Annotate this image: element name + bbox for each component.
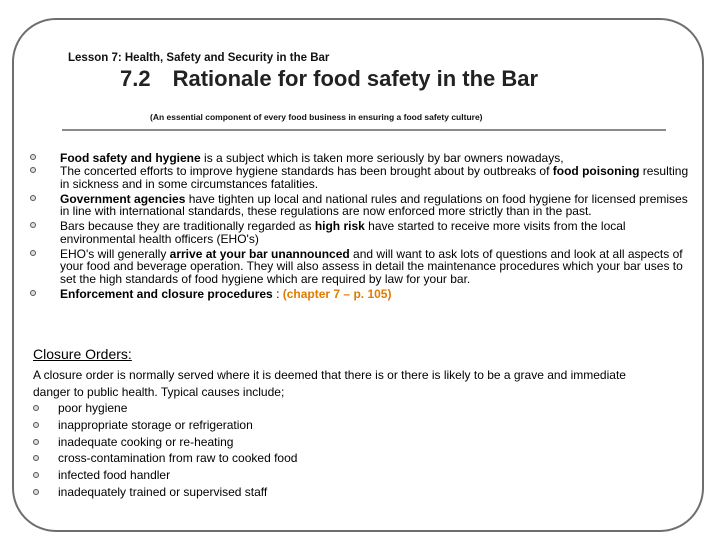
divider [62, 129, 666, 131]
bold-text: Food safety and hygiene [60, 151, 201, 165]
slide-title [120, 66, 538, 92]
slide-subtitle: (An essential component of every food business in ensuring a food safety culture) [150, 112, 483, 122]
bold-text: food poisoning [552, 164, 640, 179]
item-text: Bars because they are traditionally regarded as [60, 219, 315, 234]
list-item [30, 248, 690, 285]
cause-text: inadequately trained or supervised staff [58, 484, 268, 499]
bullet-icon [30, 195, 36, 201]
title-number: 7.2 [120, 66, 151, 91]
bold-text: arrive at your bar unannounced [169, 247, 350, 262]
list-item [33, 450, 297, 467]
item-text: EHO's will generally [60, 247, 170, 262]
list-item [30, 165, 690, 190]
item-text: The concerted efforts to improve hygiene standards has been brought about by outbreaks of [60, 164, 553, 179]
list-item [30, 288, 690, 300]
bullet-icon [33, 472, 39, 478]
bullet-icon [33, 439, 39, 445]
bold-text: Enforcement and closure procedures [60, 286, 273, 301]
lesson-heading: Lesson 7: Health, Safety and Security in the Bar [68, 52, 330, 64]
item-text: : [272, 286, 283, 301]
bullet-icon [30, 222, 36, 228]
list-item [33, 417, 297, 434]
bullet-icon [33, 405, 39, 411]
item-text: have tighten up local and national rules and regulations on food hygiene for licensed premises in line with international standards, these regulations are now enforced more strictly than in the past. [60, 191, 688, 219]
chapter-reference: (chapter 7 – p. 105) [282, 286, 392, 301]
closure-causes-list [33, 400, 297, 501]
bullet-icon [33, 422, 39, 428]
title-text: Rationale for food safety in the Bar [172, 66, 539, 91]
cause-text: inappropriate storage or refrigeration [58, 417, 253, 432]
bullet-icon [30, 154, 36, 160]
item-text: resulting in sickness and in some circumstances fatalities. [60, 164, 689, 191]
bullet-icon [30, 290, 36, 296]
list-item [33, 484, 297, 501]
cause-text: infected food handler [58, 468, 171, 483]
bullet-icon [30, 167, 36, 173]
bold-text: Government agencies [60, 191, 186, 206]
list-item [33, 434, 297, 451]
bullet-icon [33, 455, 39, 461]
closure-orders-heading: Closure Orders: [33, 346, 132, 362]
bullet-icon [30, 250, 36, 256]
list-item [30, 152, 690, 164]
item-text: and will want to ask lots of questions and look at all aspects of your food and beverage operation. They will also assess in detail the maintenance procedures which your bar uses to set the high standards of food hygiene which are required by law for your bar. [60, 247, 683, 286]
list-item [33, 467, 297, 484]
list-item [33, 400, 297, 417]
bold-text: high risk [314, 219, 365, 234]
cause-text: cross-contamination from raw to cooked food [58, 451, 298, 466]
list-item [30, 220, 690, 245]
bullet-icon [33, 489, 39, 495]
closure-intro-text: A closure order is normally served where it is deemed that there is or there is likely to be a grave and immediate danger to public health. Typical causes include; [33, 368, 626, 399]
main-bullet-list [30, 152, 690, 300]
item-text: is a subject which is taken more seriously by bar owners nowadays, [200, 151, 564, 165]
list-item [30, 193, 690, 218]
cause-text: inadequate cooking or re-heating [58, 434, 234, 449]
cause-text: poor hygiene [58, 401, 128, 415]
item-text: have started to receive more visits from the local environmental health officers (EHO's) [60, 219, 626, 246]
